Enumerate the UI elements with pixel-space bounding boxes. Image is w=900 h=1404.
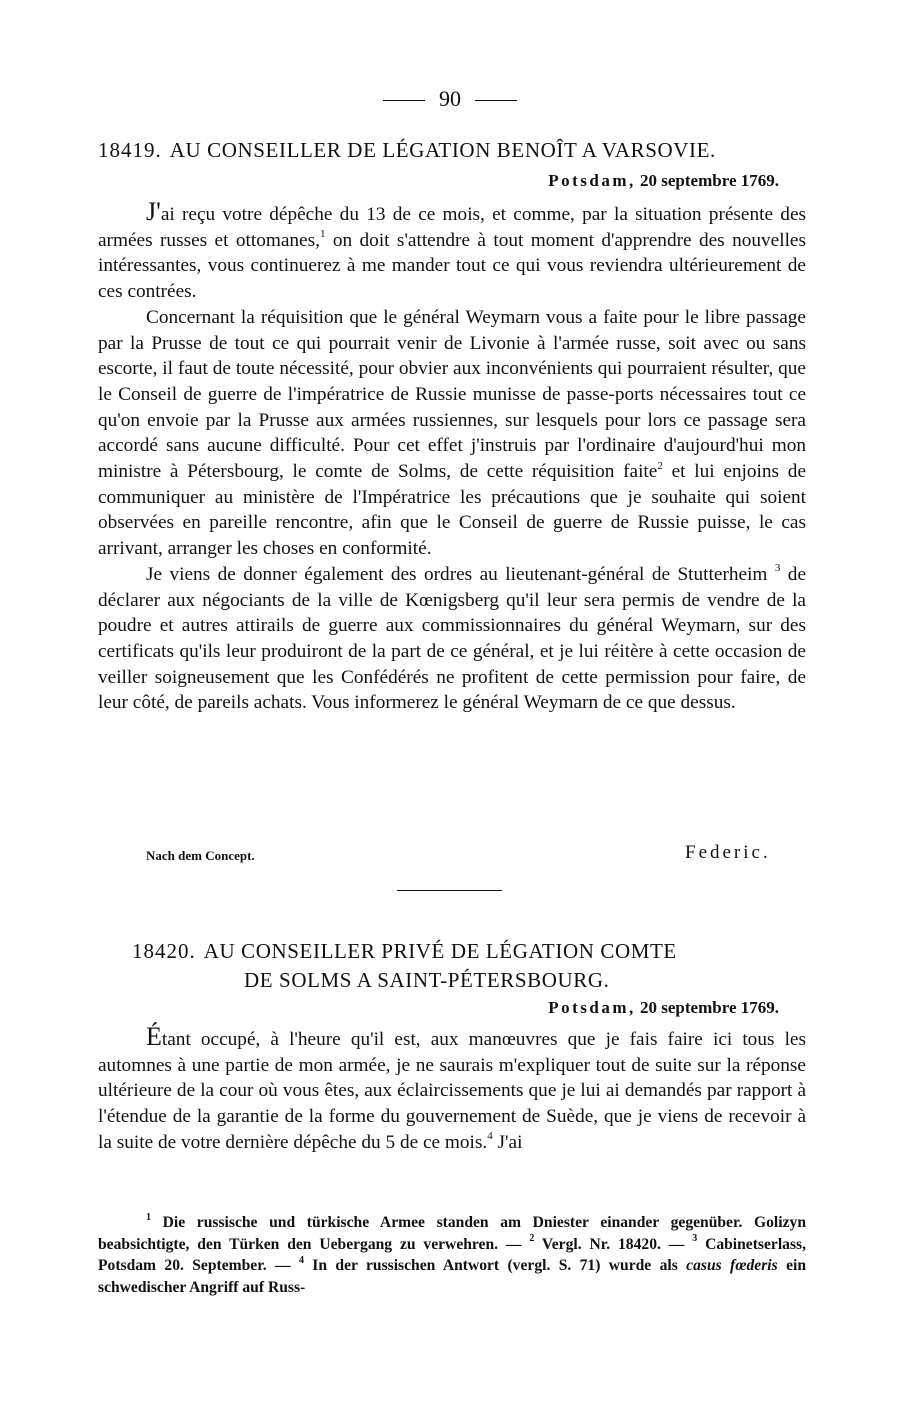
paragraph-text: Je viens de donner également des ordres au lieutenant-général de Stutterheim xyxy=(146,563,768,585)
footnote-text: Vergl. Nr. 18420. — xyxy=(534,1235,693,1253)
signature: Federic. xyxy=(685,842,771,863)
letter-number: 18419. xyxy=(98,138,162,162)
letter-18420-dateline xyxy=(548,997,779,1019)
letter-18420-body xyxy=(98,1024,806,1156)
letter-heading: AU CONSEILLER DE LÉGATION BENOÎT A VARSOVIE. xyxy=(169,138,716,162)
footnote-ref: 3 xyxy=(774,562,781,575)
paragraph-text: on doit s'attendre à tout moment d'apprendre des nouvelles intéressantes, vous continuerez à me mander tout ce qui vous reviendra ultérieurement de ces contrées. xyxy=(98,229,806,303)
page-number: 90 xyxy=(439,86,461,111)
footnote-ref: 2 xyxy=(657,459,663,472)
header-dash-right xyxy=(475,100,517,101)
paragraph-text: Concernant la réquisition que le général Weymarn vous a faite pour le libre passage par la Prusse de tout ce qui pourrait venir de Livonie à l'armée russe, soit avec ou sans escorte, il faut de toute nécessité, pour obvier aux inconvénients qui pourraient résulter, que le Conseil de guerre de l'impératrice de Russie munisse de passe-ports nécessaires tout ce qu'on envoie par la Prusse aux armées russiennes, sur lesquels pour lors ce passage sera accordé sans aucune difficulté. Pour cet effet j'instruis par l'ordinaire d'aujourd'hui mon ministre à Pétersbourg, le comte de Solms, de cette réquisition faite xyxy=(98,306,806,483)
paragraph-text: de déclarer aux négociants de la ville de Kœnigsberg qu'il leur sera permis de vendre de la poudre et autres attirails de guerre aux commissionnaires du général Weymarn, sur des certificats qu'ils leur produiront de la part de ce général, et je lui réitère à cette occasion de veiller soigneusement que les Confédérés ne profitent de cette permission pour faire, de leur côté, de pareils achats. Vous informerez le général Weymarn de ce que dessus. xyxy=(98,563,807,714)
footnote-mark: 1 xyxy=(146,1211,151,1223)
source-note: Nach dem Concept. xyxy=(146,848,255,863)
dateline-place: Potsdam, xyxy=(548,998,636,1017)
letter-heading-line2: DE SOLMS A SAINT-PÉTERSBOURG. xyxy=(244,968,610,992)
footnote-mark: 4 xyxy=(298,1254,304,1266)
paragraph xyxy=(98,1024,806,1156)
footnote-ref: 1 xyxy=(319,228,326,241)
footnote-text: ein schwedischer Angriff auf Russ- xyxy=(98,1257,806,1296)
header-dash-left xyxy=(383,100,425,101)
paragraph-text: J'ai reçu votre dépêche du 13 de ce mois, et comme, par la situation présente des armées russes et ottomanes, xyxy=(98,197,806,251)
letter-18419-title xyxy=(98,136,810,165)
footnote-mark: 2 xyxy=(529,1233,535,1245)
letter-number: 18420. xyxy=(132,939,196,963)
footnote-text: In der russischen Antwort (vergl. S. 71) wurde als xyxy=(303,1257,687,1274)
footnote-text: Die russische und türkische Armee standen am Dniester einander gegenüber. Golizyn beabsichtigte, den Türken den Uebergang zu verwehren. — xyxy=(98,1214,806,1253)
letter-18420-title xyxy=(132,937,782,995)
paragraph-text: Étant occupé, à l'heure qu'il est, aux manœuvres que je fais faire ici tous les automnes à une partie de mon armée, je ne saurais m'expliquer tout de suite sur la réponse ultérieure de la cour où vous êtes, aux éclaircissements que je lui ai demandés par rapport à l'étendue de la garantie de la forme du gouvernement de Suède, que je viens de recevoir à la suite de votre dernière dépêche du 5 de ce mois. xyxy=(98,1022,806,1153)
footnote-italic: casus fœderis xyxy=(686,1257,778,1274)
paragraph xyxy=(98,305,806,562)
paragraph-text: et lui enjoins de communiquer au ministère de l'Impératrice les précautions que je souhaite qui soient observées en pareille rencontre, afin que le Conseil de guerre de Russie puisse, le cas arrivant, arranger les choses en conformité. xyxy=(98,461,807,560)
footnote-ref: 4 xyxy=(487,1130,493,1143)
paragraph xyxy=(98,562,806,716)
section-separator xyxy=(397,890,502,891)
page-header xyxy=(0,86,900,112)
letter-18419-dateline xyxy=(548,170,779,192)
dateline-date: 20 septembre 1769. xyxy=(640,171,779,190)
paragraph xyxy=(98,199,806,305)
paragraph-text: J'ai xyxy=(492,1131,523,1153)
dateline-date: 20 septembre 1769. xyxy=(640,998,779,1017)
footnote-mark: 3 xyxy=(692,1233,698,1245)
dateline-place: Potsdam, xyxy=(548,171,636,190)
footnote-text: Cabinetserlass, Potsdam 20. September. — xyxy=(98,1235,806,1274)
letter-18419-body xyxy=(98,199,806,716)
footnotes xyxy=(98,1212,806,1298)
letter-heading: AU CONSEILLER PRIVÉ DE LÉGATION COMTE xyxy=(203,939,677,963)
